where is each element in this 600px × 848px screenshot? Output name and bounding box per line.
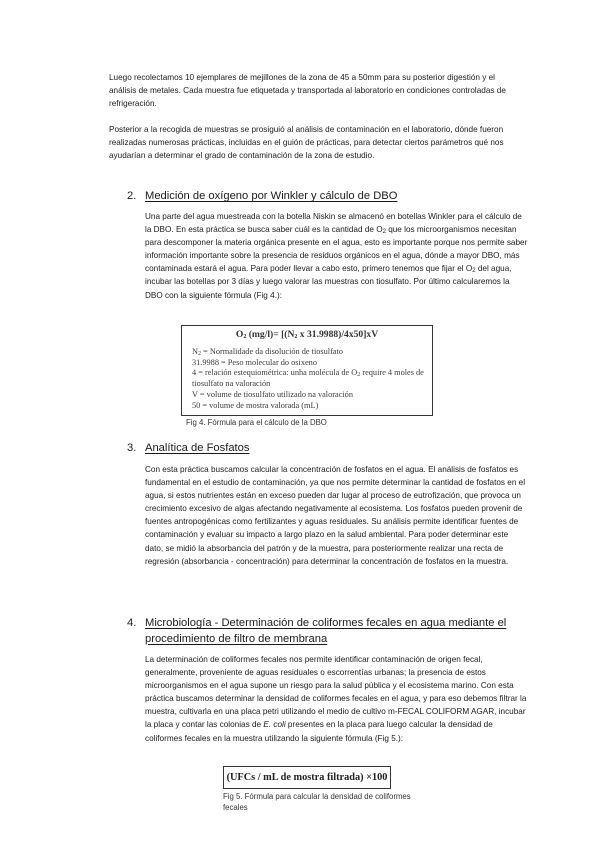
section-heading-winkler xyxy=(127,189,537,205)
paragraph-laboratory: Posterior a la recogida de muestras se prosiguió al análisis de contaminación en el laboratorio, dónde fueron realizadas numerosas prácticas, incluidas en el guión de prácticas, para detectar ciertos parámetros qué nos ayudarían a determinar el grado de contaminación de la zona de estudio. xyxy=(109,125,504,161)
legend-line xyxy=(192,401,430,412)
subscript: 2 xyxy=(382,229,386,236)
text-run: 4 = relación estequiométrica: unha molécula de O xyxy=(192,368,358,378)
legend-line xyxy=(192,358,430,369)
paragraph-winkler xyxy=(145,210,528,302)
subscript: 2 xyxy=(198,351,201,357)
species-name: E. coli xyxy=(263,720,286,730)
text-run: N xyxy=(192,347,198,356)
section-heading-phosphates xyxy=(127,441,537,457)
text-run: O xyxy=(235,329,244,340)
text-run: require 4 moles de tiosulfato na valoración xyxy=(192,368,424,389)
paragraph-sampling: Luego recolectamos 10 ejemplares de mejillones de la zona de 45 a 50mm para su posterior digestión y el análisis de metales. Cada muestra fue etiquetada y transportada al laboratorio en condiciones controladas de refrigeración. xyxy=(109,73,506,109)
paragraph-phosphates: Con esta práctica buscamos calcular la concentración de fosfatos en el agua. El análisis de fosfatos es fundamental en el estudio de contaminación, ya que nos permite determinar la cantidad de fosfatos en el agua, si estos nutrientes están en exceso pueden dar lugar al proceso de eutrofización, que provoca un crecimiento excesivo de algas afectando negativamente al ecosistema. Los fosfatos pueden provenir de fuentes antropogénicas como fertilizantes y aguas residuales. Su análisis permite identificar fuentes de contaminación y evaluar su impacto a largo plazo en la salud ambiental. Para poder determinar este dato, se midió la absorbancia del patrón y de la muestra, para posteriormente realizar una recta de regresión (absorbancia - concentración) para determinar la concentración de fosfatos en la muestra. xyxy=(145,465,526,566)
section-number: 4. xyxy=(127,617,137,629)
text-run: 31.9988 = Peso molecular do osixeno xyxy=(192,357,317,367)
text-run: Una parte del agua muestreada con la botella Niskin se almacenó en botellas Winkler para el cálculo de la DBO. En esta práctica se busca saber cuál es la cantidad de O xyxy=(145,212,522,235)
formula-legend xyxy=(192,347,430,411)
text-run: 50 = volume de mostra valorada (mL) xyxy=(192,400,319,410)
figure-coliform-formula: (UFCs / mL de mostra filtrada) ×100 xyxy=(223,766,391,789)
figure-caption: Fig 5. Fórmula para calcular la densidad de coliformes fecales xyxy=(223,792,411,812)
text-run: (mg/l)= [(N xyxy=(246,329,295,340)
figure-caption: Fig 4. Fórmula para el cálculo de la DBO xyxy=(186,418,327,427)
subscript: 2 xyxy=(472,268,476,275)
subscript: 2 xyxy=(243,334,247,340)
text-run: del agua, incubar las botellas por 3 días y luego valorar las muestras con tiosulfato. Por último calcularemos la DBO con la siguiente fórmula (Fig 4.): xyxy=(145,264,512,300)
section-title: Microbiología - Determinación de coliformes fecales en agua mediante el procedimiento de filtro de membrana xyxy=(145,617,507,645)
figure-dbo-formula xyxy=(181,325,433,416)
paragraph-microbiology xyxy=(145,653,528,745)
section-heading-microbiology xyxy=(127,616,537,648)
legend-line xyxy=(192,390,430,401)
section-number: 3. xyxy=(127,442,137,454)
text-run: que los microorganismos necesitan para descomponer la materia orgánica presente en el agua, esto es importante porque nos permite saber información importante sobre la presencia de residuos orgánicos en el agua, dónde a mayor DBO, más contaminada estará el agua. Para poder llevar a cabo esto, primero tenemos que fijar el O xyxy=(145,225,528,274)
subscript: 2 xyxy=(357,372,361,379)
text-run: La determinación de coliformes fecales nos permite identificar contaminación de origen fecal, generalmente, proveniente de aguas residuales o escorrentías urbanas; la presencia de estos microorganismos en el agua supone un riesgo para la salud pública y el ecosistema marino. Con esta práctica buscamos determinar la densidad de coliformes fecales en el agua, y para eso debemos filtrar la muestra, cultivarla en una placa petri utilizando el medio de cultivo m-FECAL COLIFORM AGAR, incubar la placa y contar las colonias de xyxy=(145,655,527,730)
section-number: 2. xyxy=(127,190,137,202)
legend-line xyxy=(192,347,430,358)
formula-dbo xyxy=(182,329,432,340)
section-title: Medición de oxígeno por Winkler y cálculo de DBO xyxy=(145,190,398,202)
text-run: V = volume de tiosulfato utilizado na valoración xyxy=(192,389,353,399)
section-title: Analítica de Fosfatos xyxy=(145,442,250,454)
text-run: presentes en la placa para luego calcular la densidad de coliformes fecales en la muestra utilizando la siguiente fórmula (Fig 5.): xyxy=(145,720,493,743)
legend-line xyxy=(192,368,430,389)
subscript: 2 xyxy=(294,334,298,340)
text-run: x 31.9988)/4x50]xV xyxy=(297,329,379,340)
text-run: = Normalidade da disolución de tiosulfato xyxy=(201,347,344,356)
